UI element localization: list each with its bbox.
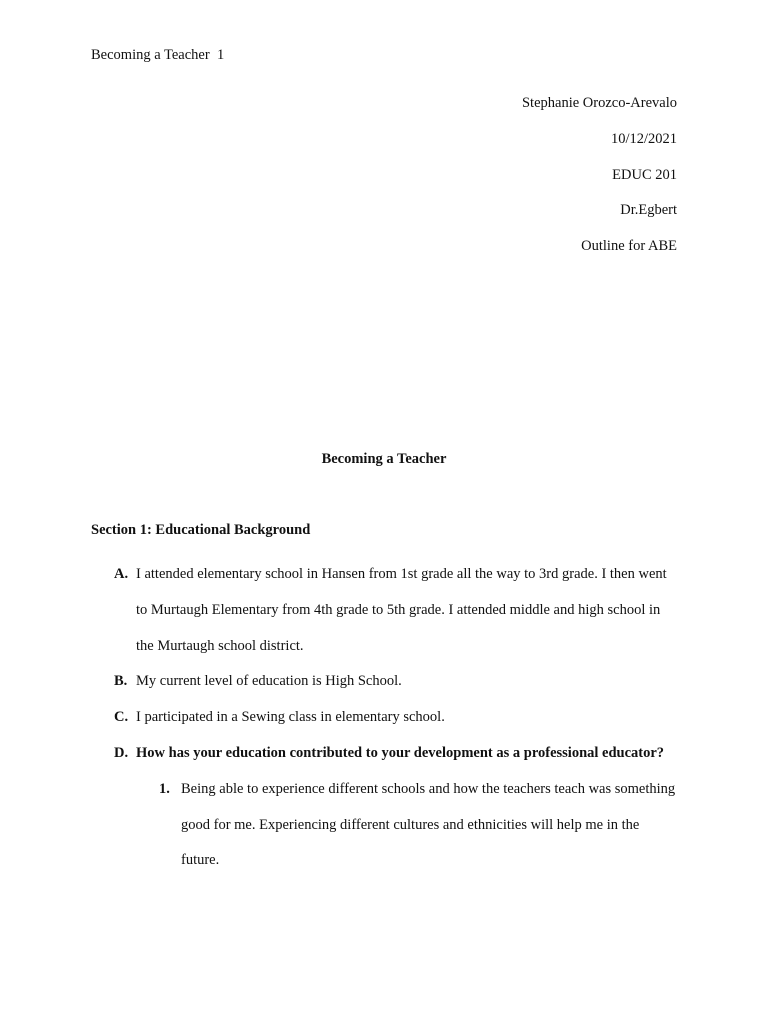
outline-list [91, 557, 681, 879]
title-block [522, 94, 677, 273]
author-name: Stephanie Orozco-Arevalo [521, 95, 677, 111]
assignment-title: Outline for ABE [581, 238, 677, 255]
document-title: Becoming a Teacher [321, 451, 447, 467]
date: 10/12/2021 [610, 130, 677, 147]
list-item [91, 736, 681, 772]
list-item-text: My current level of education is High School. [136, 673, 402, 690]
list-marker: A. [114, 566, 129, 582]
list-marker: B. [114, 673, 128, 690]
list-marker: C. [114, 709, 129, 726]
list-marker: D. [114, 744, 129, 761]
list-item [91, 700, 681, 736]
sub-list-marker: 1. [159, 780, 170, 797]
list-item-text: I attended elementary school in Hansen from 1st grade all the way to 3rd grade. I then went to Murtaugh Elementary from 4th grade to 5th grade. I attended middle and high school in the Murtaugh school district. [136, 566, 667, 654]
list-item-text: I participated in a Sewing class in elementary school. [136, 709, 445, 726]
list-item [91, 664, 681, 700]
sub-list-item [91, 772, 681, 879]
instructor-name: Dr.Egbert [620, 202, 677, 219]
list-item-question: How has your education contributed to your development as a professional educator? [136, 744, 665, 761]
course-code: EDUC 201 [612, 166, 677, 183]
sub-list-item-text: Being able to experience different schools and how the teachers teach was something good for me. Experiencing different cultures and ethnicities will help me in the future. [181, 780, 676, 869]
list-item [91, 557, 681, 664]
section-heading: Section 1: Educational Background [91, 522, 311, 538]
running-head: Becoming a Teacher 1 [91, 47, 225, 63]
